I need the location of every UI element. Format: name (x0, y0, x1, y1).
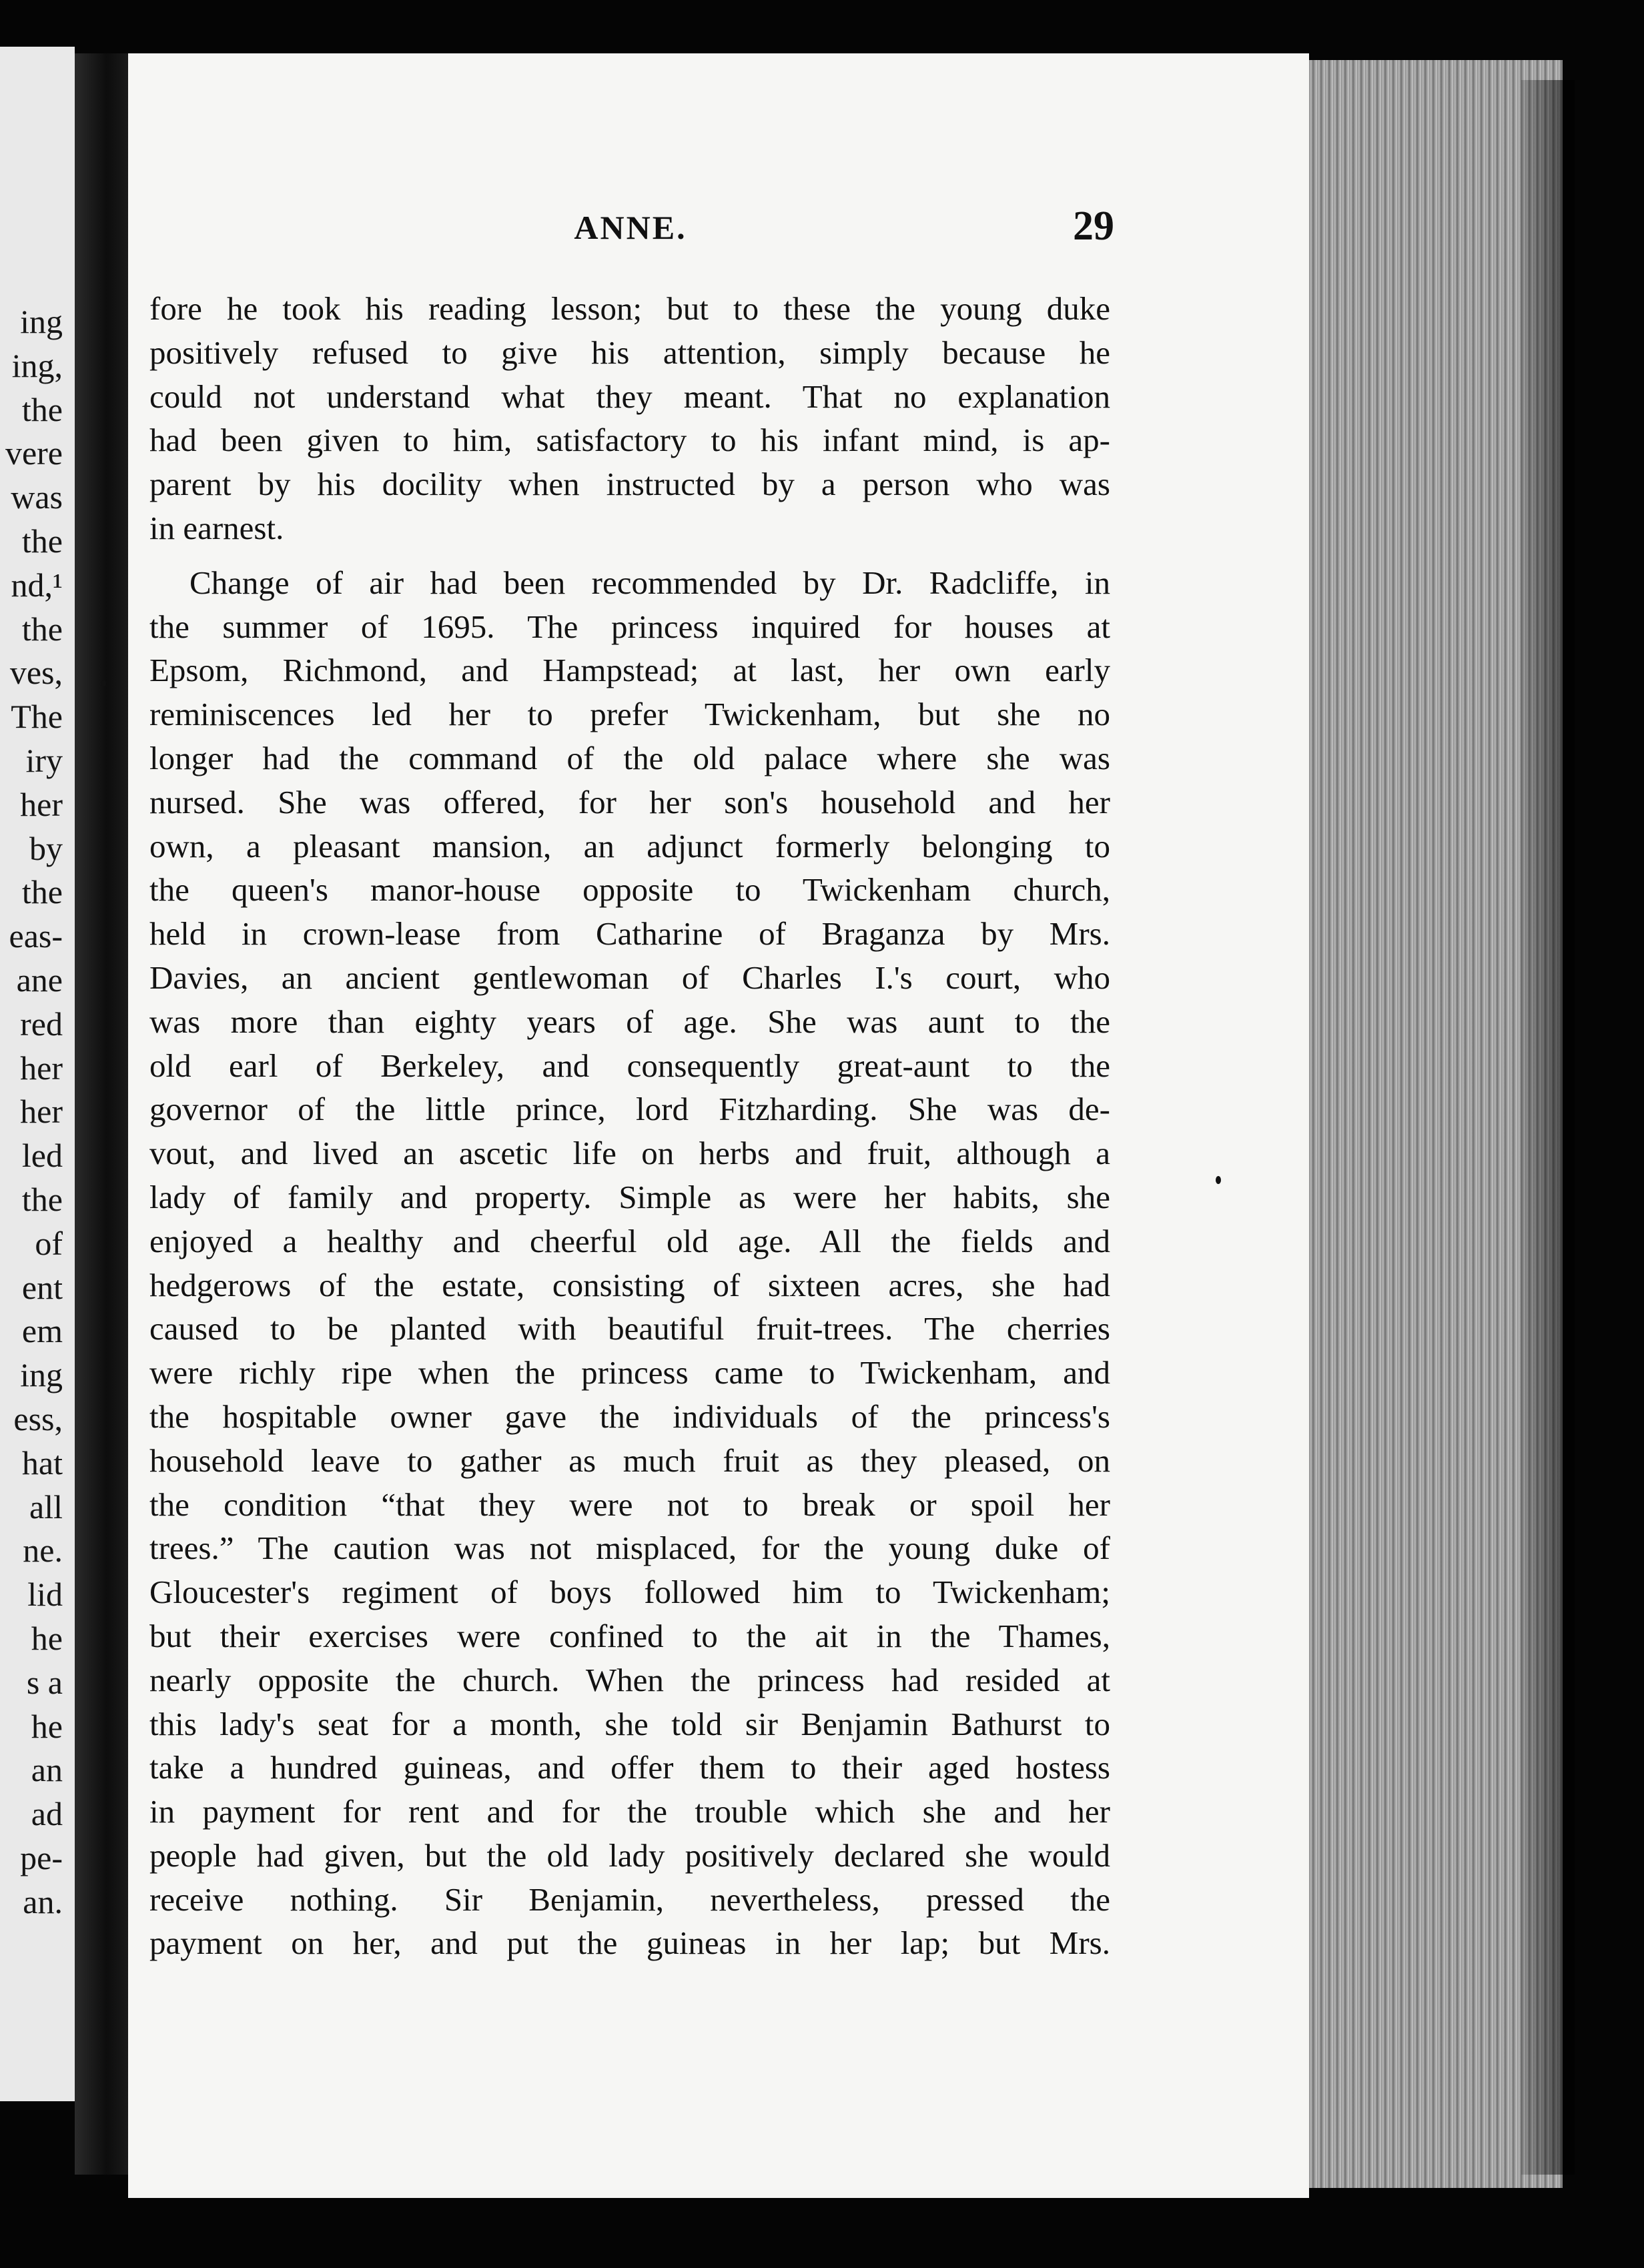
left-page-line: The (11, 698, 63, 736)
left-page-line: of (35, 1224, 63, 1262)
text-line: Davies, an ancient gentlewoman of Charles I.'s court, who (149, 959, 1110, 996)
book-gutter (75, 53, 128, 2175)
left-page-line: the (21, 390, 63, 428)
left-page-line: was (11, 478, 63, 516)
left-page-line: the (21, 522, 63, 560)
left-page-text (5, 300, 63, 1924)
text-line: Change of air had been recommended by Dr. Radcliffe, in (189, 564, 1110, 601)
text-line: governor of the little prince, lord Fitzharding. She was de- (149, 1091, 1110, 1128)
text-line: the hospitable owner gave the individuals of the princess's (149, 1397, 1110, 1435)
left-page-line: pe- (20, 1838, 63, 1876)
text-line: parent by his docility when instructed by a person who was (149, 466, 1110, 503)
text-line: Epsom, Richmond, and Hampstead; at last, her own early (149, 652, 1110, 689)
text-line: hedgerows of the estate, consisting of sixteen acres, she had (149, 1266, 1110, 1303)
text-line: could not understand what they meant. That no explanation (149, 378, 1110, 415)
left-page-line: ane (16, 961, 63, 999)
left-page-line: led (21, 1137, 63, 1175)
left-page-line: em (21, 1312, 63, 1350)
body-text (149, 287, 1110, 1965)
left-page-line: he (31, 1619, 63, 1657)
text-line: held in crown-lease from Catharine of Braganza by Mrs. (149, 915, 1110, 953)
left-page-line: iry (25, 741, 63, 779)
left-page-line: her (20, 1049, 63, 1087)
text-line: in earnest. (149, 509, 284, 546)
text-line: the summer of 1695. The princess inquired for houses at (149, 608, 1110, 645)
left-page-line: the (21, 1180, 63, 1218)
text-line: was more than eighty years of age. She was aunt to the (149, 1003, 1110, 1040)
text-line: caused to be planted with beautiful fruit-trees. The cherries (149, 1310, 1110, 1347)
left-page-line: vere (5, 434, 63, 472)
text-line: enjoyed a healthy and cheerful old age. All the fields and (149, 1222, 1110, 1259)
text-line: the condition “that they were not to break or spoil her (149, 1486, 1110, 1523)
left-page-line: an (31, 1751, 63, 1789)
left-page-line: her (20, 1093, 63, 1131)
text-line: this lady's seat for a month, she told sir Benjamin Bathurst to (149, 1705, 1110, 1742)
page-edge-shadow (1521, 80, 1575, 2175)
page-number: 29 (1073, 203, 1114, 249)
text-line: take a hundred guineas, and offer them to their aged hostess (149, 1749, 1110, 1786)
text-line: Gloucester's regiment of boys followed him to Twickenham; (149, 1574, 1110, 1611)
left-page-line: ing, (11, 346, 63, 384)
left-page-line: s a (26, 1663, 63, 1701)
text-line: nursed. She was offered, for her son's household and her (149, 783, 1110, 820)
text-line: trees.” The caution was not misplaced, for the young duke of (149, 1530, 1110, 1567)
text-line: own, a pleasant mansion, an adjunct formerly belonging to (149, 827, 1110, 865)
text-line: receive nothing. Sir Benjamin, nevertheless, pressed the (149, 1880, 1110, 1918)
text-line: payment on her, and put the guineas in her lap; but Mrs. (149, 1924, 1110, 1962)
ink-speck (1216, 1176, 1221, 1184)
text-line: were richly ripe when the princess came to Twickenham, and (149, 1354, 1110, 1391)
text-line: positively refused to give his attention, simply because he (149, 334, 1110, 371)
text-line: longer had the command of the old palace where she was (149, 739, 1110, 776)
left-page-line: the (21, 610, 63, 648)
left-page-line: red (20, 1005, 63, 1043)
text-line: had been given to him, satisfactory to his infant mind, is ap- (149, 422, 1110, 459)
left-page-line: nd,¹ (11, 566, 63, 604)
text-line: in payment for rent and for the trouble which she and her (149, 1793, 1110, 1830)
text-line: but their exercises were confined to the ait in the Thames, (149, 1617, 1110, 1654)
left-page-line: ing (20, 1356, 63, 1394)
left-page-line: the (21, 873, 63, 911)
text-line: reminiscences led her to prefer Twickenham, but she no (149, 696, 1110, 733)
running-head (147, 203, 1114, 255)
left-page-line: hat (21, 1444, 63, 1482)
left-page-line: all (29, 1488, 63, 1526)
text-line: people had given, but the old lady positively declared she would (149, 1836, 1110, 1874)
text-line: fore he took his reading lesson; but to these the young duke (149, 290, 1110, 327)
text-line: nearly opposite the church. When the princess had resided at (149, 1661, 1110, 1698)
left-page-fragment (0, 47, 75, 2101)
text-line: the queen's manor-house opposite to Twickenham church, (149, 871, 1110, 909)
left-page-line: ves, (9, 654, 63, 692)
left-page-line: lid (27, 1576, 63, 1614)
left-page-line: eas- (9, 917, 63, 955)
left-page-line: her (20, 785, 63, 823)
left-page-line: he (31, 1707, 63, 1745)
left-page-line: ad (31, 1795, 63, 1833)
text-line: old earl of Berkeley, and consequently great-aunt to the (149, 1047, 1110, 1084)
left-page-line: ing (20, 303, 63, 340)
text-line: lady of family and property. Simple as were her habits, she (149, 1178, 1110, 1215)
text-line: household leave to gather as much fruit as they pleased, on (149, 1442, 1110, 1479)
left-page-line: ess, (13, 1399, 63, 1438)
text-line: vout, and lived an ascetic life on herbs and fruit, although a (149, 1135, 1110, 1172)
left-page-line: an. (23, 1882, 63, 1920)
ink-speck (101, 680, 106, 686)
left-page-line: by (29, 829, 63, 867)
left-page-line: ne. (23, 1532, 63, 1570)
running-head-title: ANNE. (574, 209, 687, 246)
left-page-line: ent (21, 1268, 63, 1306)
